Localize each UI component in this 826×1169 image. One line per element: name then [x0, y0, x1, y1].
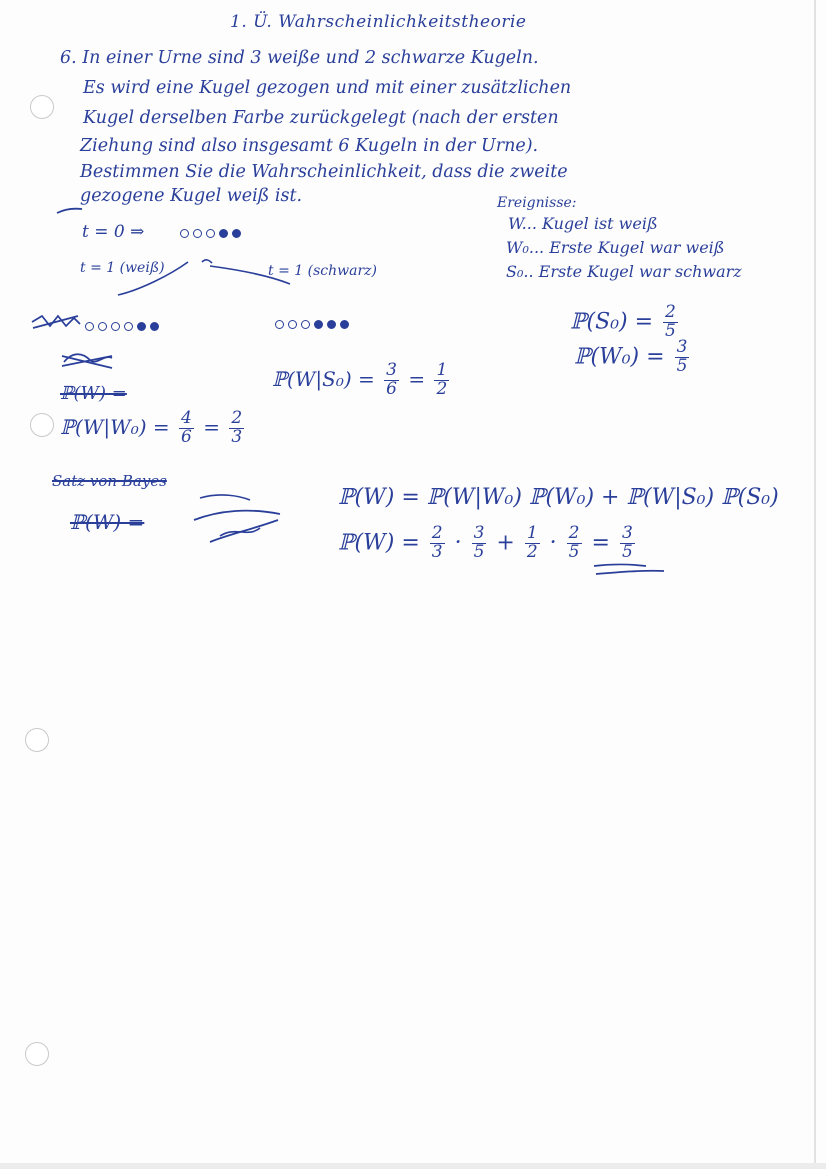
numerator: 2 — [665, 302, 676, 322]
prob-w-given-s0 — [272, 362, 452, 399]
fraction — [472, 525, 487, 562]
denominator: 6 — [181, 426, 192, 447]
white-ball — [111, 322, 120, 331]
problem-line-5: Bestimmen Sie die Wahrscheinlichkeit, dass die zweite — [80, 162, 568, 182]
denominator: 2 — [436, 378, 448, 399]
total-probability-result — [338, 525, 638, 562]
black-ball — [327, 320, 336, 329]
tree-t0-label: t = 0 ⇒ — [82, 222, 145, 242]
numerator: 3 — [473, 523, 485, 543]
black-ball — [340, 320, 349, 329]
punch-hole-1 — [30, 95, 54, 119]
right-balls — [275, 320, 349, 329]
white-ball — [85, 322, 94, 331]
tree-branch-lines — [100, 250, 300, 310]
prob-w-given-w0-lhs: ℙ(W|W₀) = — [60, 414, 170, 439]
numerator: 1 — [436, 360, 448, 380]
white-ball — [275, 320, 284, 329]
fraction — [179, 410, 194, 447]
equals-sign: = — [408, 366, 426, 391]
event-w0: W₀... Erste Kugel war weiß — [506, 238, 725, 257]
events-heading: Ereignisse: — [497, 195, 577, 211]
numerator: 2 — [431, 523, 443, 543]
white-ball — [124, 322, 133, 331]
denominator: 5 — [621, 541, 633, 562]
equals-sign: = — [203, 414, 220, 439]
numerator: 4 — [181, 408, 192, 428]
page-title: 1. Ü. Wahrscheinlichkeitstheorie — [230, 12, 527, 32]
denominator: 3 — [431, 541, 443, 562]
denominator: 5 — [676, 355, 688, 376]
black-ball — [314, 320, 323, 329]
problem-line-3: Kugel derselben Farbe zurückgelegt (nach der ersten — [83, 108, 559, 128]
fraction — [430, 525, 445, 562]
denominator: 5 — [473, 541, 485, 562]
prob-w0-lhs: ℙ(W₀) = — [574, 344, 665, 370]
black-ball — [150, 322, 159, 331]
black-ball — [137, 322, 146, 331]
result-lhs: ℙ(W) = — [338, 530, 420, 556]
paper-bottom-edge — [0, 1163, 826, 1169]
problem-line-1: 6. In einer Urne sind 3 weiße und 2 schwarze Kugeln. — [60, 48, 539, 68]
denominator: 5 — [568, 541, 580, 562]
prob-w-given-s0-lhs: ℙ(W|S₀) = — [272, 366, 375, 391]
prob-w0 — [574, 339, 692, 376]
multiply-dot: · — [454, 530, 462, 556]
left-balls — [85, 322, 159, 331]
equals-sign: = — [591, 530, 610, 556]
result-underline — [590, 560, 670, 582]
struck-scribble-2 — [190, 490, 285, 552]
black-ball — [232, 229, 241, 238]
numerator: 3 — [676, 337, 688, 357]
numerator: 3 — [386, 360, 397, 380]
t0-balls — [180, 229, 241, 238]
plus-sign: + — [496, 530, 515, 556]
numerator: 2 — [568, 523, 580, 543]
tree-right-branch-label: t = 1 (schwarz) — [268, 263, 377, 279]
prob-w-given-w0 — [60, 410, 247, 447]
fraction — [525, 525, 540, 562]
paper-edge — [814, 0, 816, 1169]
event-w: W... Kugel ist weiß — [508, 214, 658, 233]
fraction — [384, 362, 399, 399]
white-ball — [288, 320, 297, 329]
prob-s0-lhs: ℙ(S₀) = — [570, 309, 654, 335]
dash-mark — [55, 205, 85, 217]
multiply-dot: · — [549, 530, 557, 556]
struck-scribble — [60, 348, 115, 374]
denominator: 2 — [526, 541, 538, 562]
numerator: 2 — [231, 408, 243, 428]
struck-formula-1: ℙ(W) = — [60, 383, 127, 404]
denominator: 3 — [231, 426, 243, 447]
problem-line-4: Ziehung sind also insgesamt 6 Kugeln in der Urne). — [80, 136, 539, 156]
white-ball — [180, 229, 189, 238]
right-branch-line — [210, 266, 290, 284]
problem-line-6: gezogene Kugel weiß ist. — [80, 186, 303, 206]
denominator: 5 — [665, 320, 676, 341]
fraction — [434, 362, 449, 399]
event-s0: S₀.. Erste Kugel war schwarz — [506, 262, 742, 281]
scribble-mark — [30, 312, 82, 334]
numerator: 1 — [526, 523, 538, 543]
denominator: 6 — [386, 378, 397, 399]
fraction — [663, 304, 678, 341]
punch-hole-4 — [25, 1042, 49, 1066]
prob-s0 — [570, 304, 681, 341]
tree-left-branch-label: t = 1 (weiß) — [80, 260, 165, 276]
white-ball — [206, 229, 215, 238]
struck-bayes-heading: Satz von Bayes — [52, 472, 167, 490]
fraction — [567, 525, 582, 562]
problem-line-2: Es wird eine Kugel gezogen und mit einer zusätzlichen — [83, 78, 572, 98]
fraction — [229, 410, 244, 447]
white-ball — [301, 320, 310, 329]
left-branch-line — [118, 262, 188, 295]
white-ball — [98, 322, 107, 331]
struck-formula-2: ℙ(W) = — [70, 510, 145, 534]
fraction — [620, 525, 635, 562]
white-ball — [193, 229, 202, 238]
branch-tick — [202, 260, 212, 263]
numerator: 3 — [621, 523, 633, 543]
black-ball — [219, 229, 228, 238]
fraction — [675, 339, 690, 376]
punch-hole-3 — [25, 728, 49, 752]
punch-hole-2 — [30, 413, 54, 437]
total-probability-formula: ℙ(W) = ℙ(W|W₀) ℙ(W₀) + ℙ(W|S₀) ℙ(S₀) — [338, 485, 779, 510]
